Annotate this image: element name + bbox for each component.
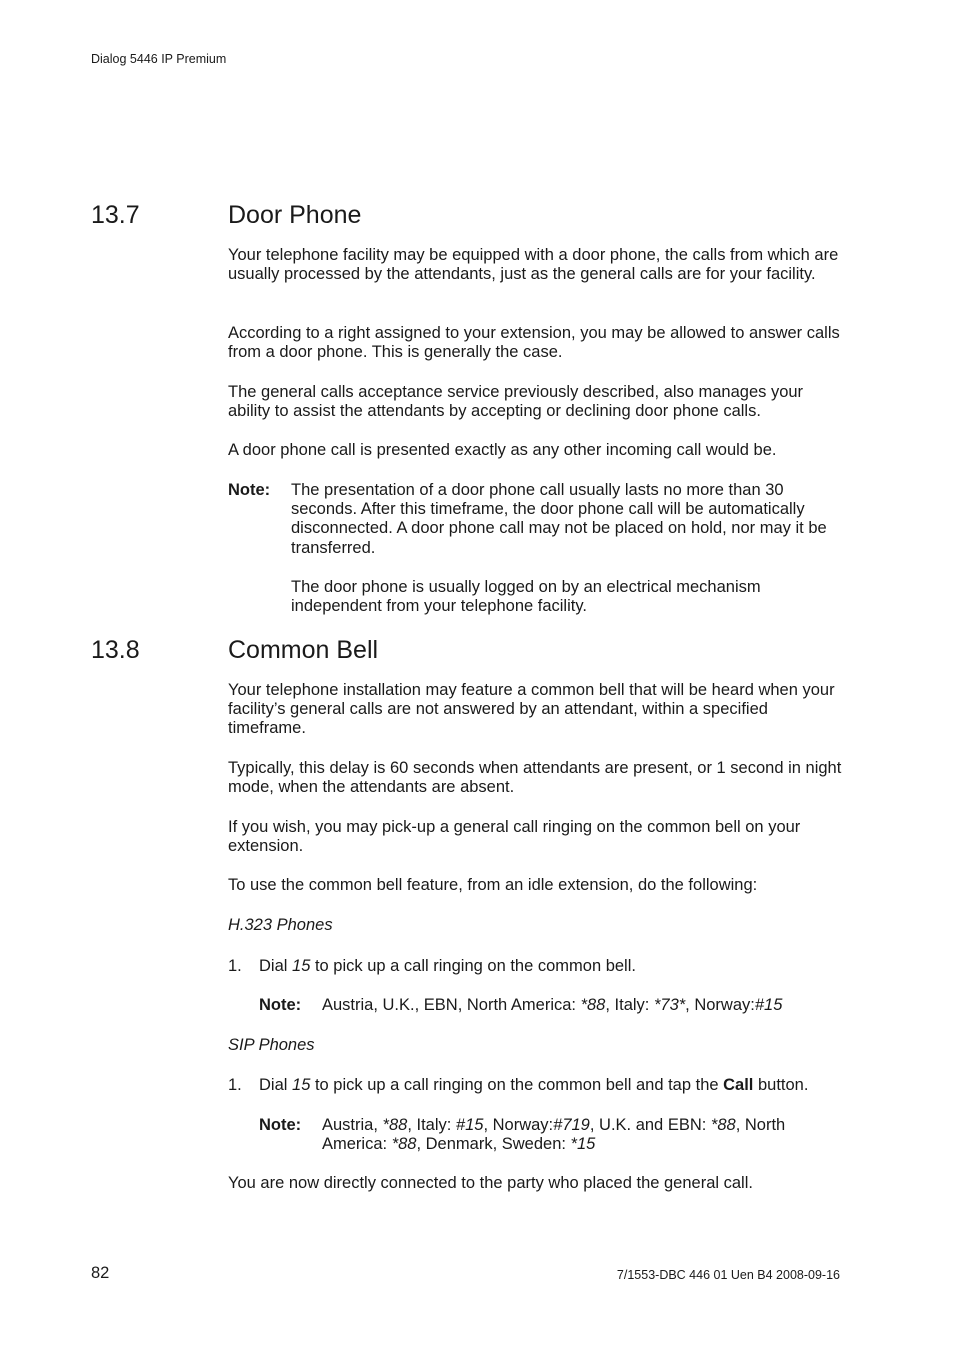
step-number: 1. — [228, 957, 242, 975]
running-header: Dialog 5446 IP Premium — [91, 52, 227, 66]
section-number-13-7: 13.7 — [91, 201, 140, 229]
note-text: The presentation of a door phone call usually lasts no more than 30 seconds. After this timeframe, the door phone call will be automatically disconnected. A door phone call may not be placed on hold, nor may it be transferred. — [291, 481, 827, 557]
paragraph: According to a right assigned to your extension, you may be allowed to answer calls from a door phone. This is generally the case. — [228, 324, 840, 362]
paragraph: Your telephone facility may be equipped with a door phone, the calls from which are usually processed by the attendants, just as the general calls are for your facility. — [228, 246, 839, 284]
paragraph: If you wish, you may pick-up a general call ringing on the common bell on your extension. — [228, 818, 801, 856]
note-label: Note: — [259, 996, 302, 1014]
step-number: 1. — [228, 1076, 242, 1094]
paragraph: Typically, this delay is 60 seconds when attendants are present, or 1 second in night mode, when the attendants are absent. — [228, 759, 842, 797]
closing-paragraph: You are now directly connected to the party who placed the general call. — [228, 1174, 753, 1192]
section-title-common-bell: Common Bell — [228, 636, 379, 664]
document-id: 7/1553-DBC 446 01 Uen B4 2008-09-16 — [616, 1268, 840, 1282]
note-text: Austria, *88, Italy: #15, Norway:#719, U.K. and EBN: *88, North America: *88, Denmark, Sweden: *15 — [322, 1116, 786, 1154]
page-number: 82 — [91, 1264, 110, 1282]
note-text: The door phone is usually logged on by an electrical mechanism independent from your telephone facility. — [291, 578, 761, 616]
note-label: Note: — [228, 481, 271, 499]
step-text: Dial 15 to pick up a call ringing on the common bell. — [259, 957, 636, 975]
section-title-door-phone: Door Phone — [228, 201, 362, 229]
paragraph: A door phone call is presented exactly as any other incoming call would be. — [228, 441, 777, 459]
section-number-13-8: 13.8 — [91, 636, 140, 664]
paragraph: To use the common bell feature, from an idle extension, do the following: — [228, 876, 758, 894]
paragraph: The general calls acceptance service previously described, also manages your ability to assist the attendants by accepting or declining door phone calls. — [228, 383, 804, 421]
paragraph: Your telephone installation may feature a common bell that will be heard when your facility’s general calls are not answered by an attendant, within a specified timeframe. — [228, 681, 835, 738]
subheading-sip-phones: SIP Phones — [228, 1036, 315, 1054]
note-label: Note: — [259, 1116, 302, 1134]
subheading-h323-phones: H.323 Phones — [228, 916, 333, 934]
step-text: Dial 15 to pick up a call ringing on the common bell and tap the Call button. — [259, 1076, 809, 1094]
note-text: Austria, U.K., EBN, North America: *88, Italy: *73*, Norway:#15 — [322, 996, 783, 1014]
